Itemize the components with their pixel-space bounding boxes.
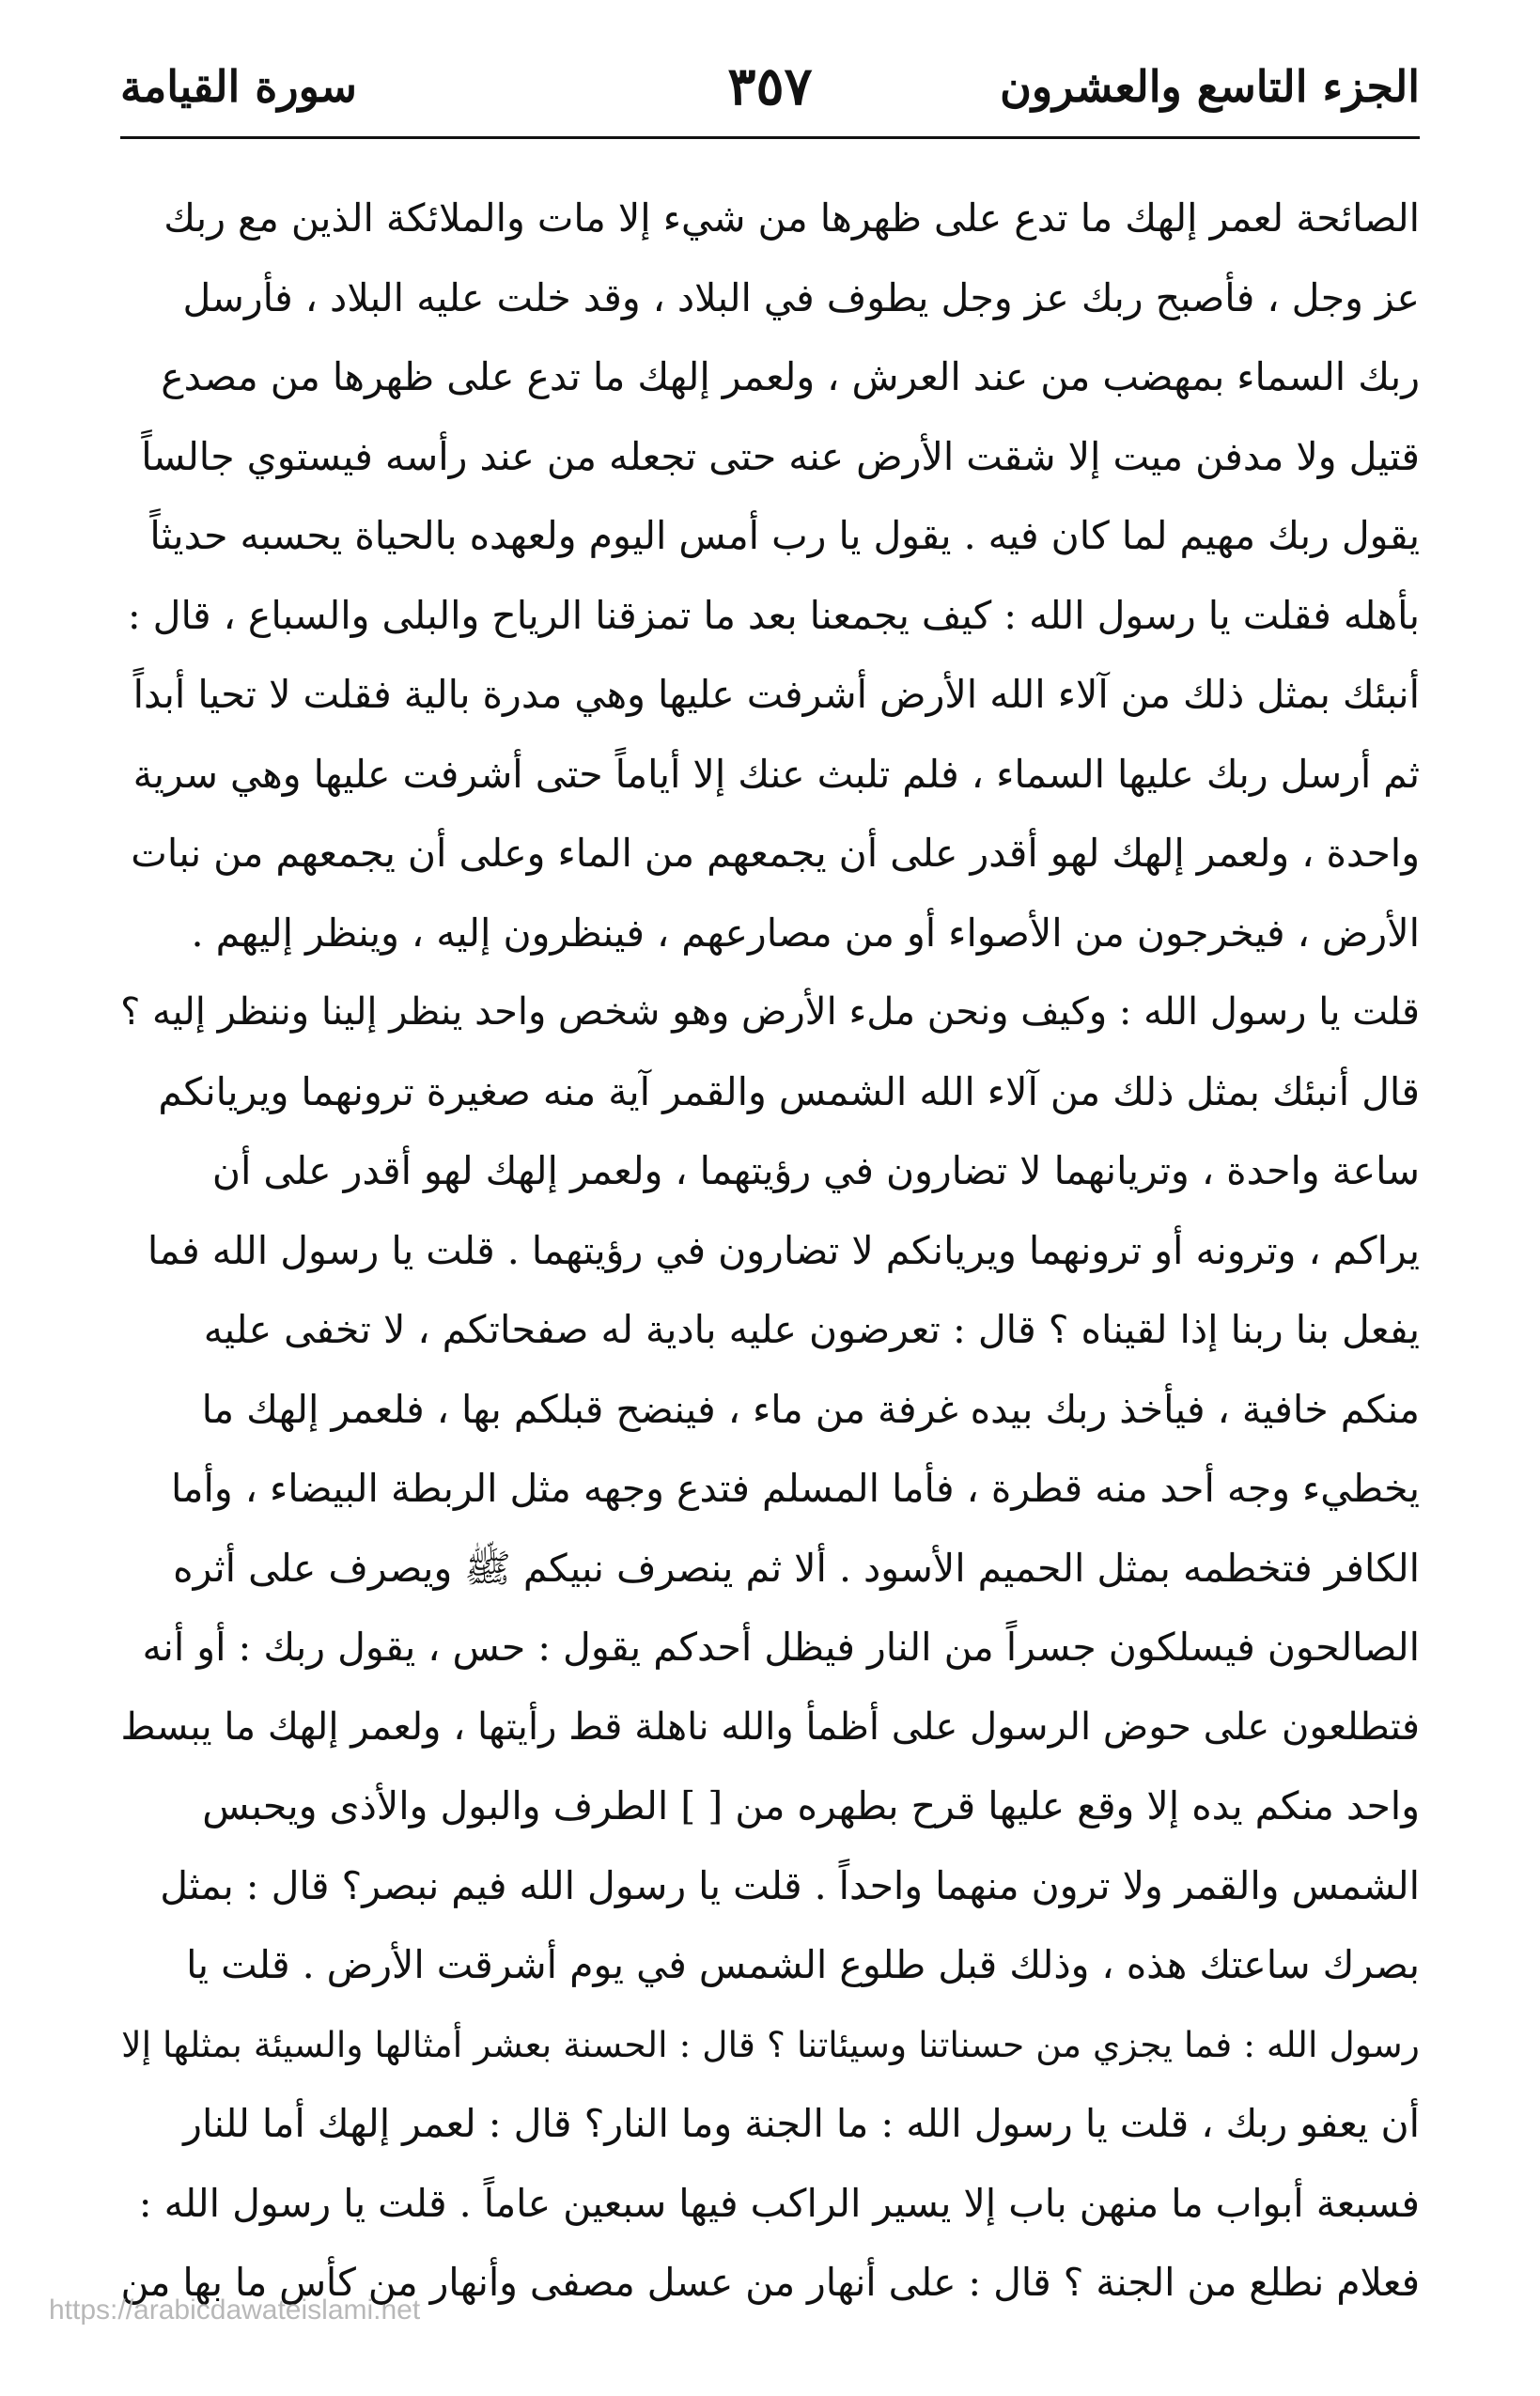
- header-rule: [120, 136, 1420, 139]
- text-line: الصائحة لعمر إلهك ما تدع على ظهرها من شيء إلا مات والملائكة الذين مع ربك: [163, 195, 1420, 241]
- text-line: الكافر فتخطمه بمثل الحميم الأسود . ألا ثم ينصرف نبيكم ﷺ ويصرف على أثره: [173, 1545, 1420, 1591]
- text-line: رسول الله : فما يجزي من حسناتنا وسيئاتنا ؟ قال : الحسنة بعشر أمثالها والسيئة بمثلها إلا: [121, 2023, 1420, 2065]
- text-line: بأهله فقلت يا رسول الله : كيف يجمعنا بعد ما تمزقنا الرياح والبلى والسباع ، قال :: [127, 592, 1420, 638]
- text-line: قال أنبئك بمثل ذلك من آلاء الله الشمس والقمر آية منه صغيرة ترونهما ويريانكم: [158, 1068, 1420, 1114]
- surah-title: سورة القيامة: [120, 61, 357, 112]
- text-line: واحدة ، ولعمر إلهك لهو أقدر على أن يجمعهم من الماء وعلى أن يجمعهم من نبات: [131, 831, 1420, 876]
- part-title: الجزء التاسع والعشرون: [1000, 61, 1420, 112]
- text-line: الصالحون فيسلكون جسراً من النار فيظل أحدكم يقول : حس ، يقول ربك : أو أنه: [142, 1625, 1420, 1670]
- text-line: قلت يا رسول الله : وكيف ونحن ملء الأرض وهو شخص واحد ينظر إلينا وننظر إليه ؟: [120, 990, 1420, 1034]
- text-line: فتطلعون على حوض الرسول على أظمأ والله ناهلة قط رأيتها ، ولعمر إلهك ما يبسط: [120, 1704, 1420, 1749]
- watermark-url: https://arabicdawateislami.net: [49, 2295, 421, 2326]
- text-line: أنبئك بمثل ذلك من آلاء الله الأرض أشرفت عليها وهي مدرة بالية فقلت لا تحيا أبداً: [132, 672, 1420, 717]
- text-line: يخطيء وجه أحد منه قطرة ، فأما المسلم فتدع وجهه مثل الربطة البيضاء ، وأما: [171, 1466, 1420, 1511]
- text-line: واحد منكم يده إلا وقع عليها قرح بطهره من [ ] الطرف والبول والأذى ويحبس: [202, 1783, 1420, 1828]
- text-line: قتيل ولا مدفن ميت إلا شقت الأرض عنه حتى تجعله من عند رأسه فيستوي جالساً: [141, 433, 1420, 479]
- page-body: [120, 179, 1420, 2323]
- text-line: يفعل بنا ربنا إذا لقيناه ؟ قال : تعرضون عليه بادية له صفحاتكم ، لا تخفى عليه: [203, 1307, 1420, 1352]
- text-line: الأرض ، فيخرجون من الأصواء أو من مصارعهم ، فينظرون إليه ، وينظر إليهم .: [191, 910, 1420, 956]
- page-number: ٣٥٧: [727, 55, 813, 117]
- text-line: فعلام نطلع من الجنة ؟ قال : على أنهار من عسل مصفى وأنهار من كأس ما بها من: [120, 2260, 1420, 2305]
- text-line: يراكم ، وترونه أو ترونهما ويريانكم لا تضارون في رؤيتهما . قلت يا رسول الله فما: [147, 1227, 1420, 1273]
- text-line: بصرك ساعتك هذه ، وذلك قبل طلوع الشمس في يوم أشرقت الأرض . قلت يا: [186, 1942, 1420, 1987]
- text-line: يقول ربك مهيم لما كان فيه . يقول يا رب أمس اليوم ولعهده بالحياة يحسبه حديثاً: [149, 513, 1420, 558]
- text-line: أن يعفو ربك ، قلت يا رسول الله : ما الجنة وما النار؟ قال : لعمر إلهك أما للنار: [183, 2101, 1420, 2146]
- text-line: ربك السماء بمهضب من عند العرش ، ولعمر إلهك ما تدع على ظهرها من مصدع: [161, 354, 1420, 399]
- page-header: [120, 49, 1420, 143]
- text-line: الشمس والقمر ولا ترون منهما واحداً . قلت يا رسول الله فيم نبصر؟ قال : بمثل: [160, 1862, 1420, 1908]
- text-line: ثم أرسل ربك عليها السماء ، فلم تلبث عنك إلا أياماً حتى أشرفت عليها وهي سرية: [132, 751, 1420, 797]
- text-line: منكم خافية ، فيأخذ ربك بيده غرفة من ماء ، فينضح قبلكم بها ، فلعمر إلهك ما: [201, 1386, 1420, 1432]
- text-line: فسبعة أبواب ما منهن باب إلا يسير الراكب فيها سبعين عاماً . قلت يا رسول الله :: [138, 2180, 1420, 2226]
- text-line: عز وجل ، فأصبح ربك عز وجل يطوف في البلاد ، وقد خلت عليه البلاد ، فأرسل: [182, 274, 1420, 320]
- text-line: ساعة واحدة ، وتريانهما لا تضارون في رؤيتهما ، ولعمر إلهك لهو أقدر على أن: [211, 1148, 1420, 1193]
